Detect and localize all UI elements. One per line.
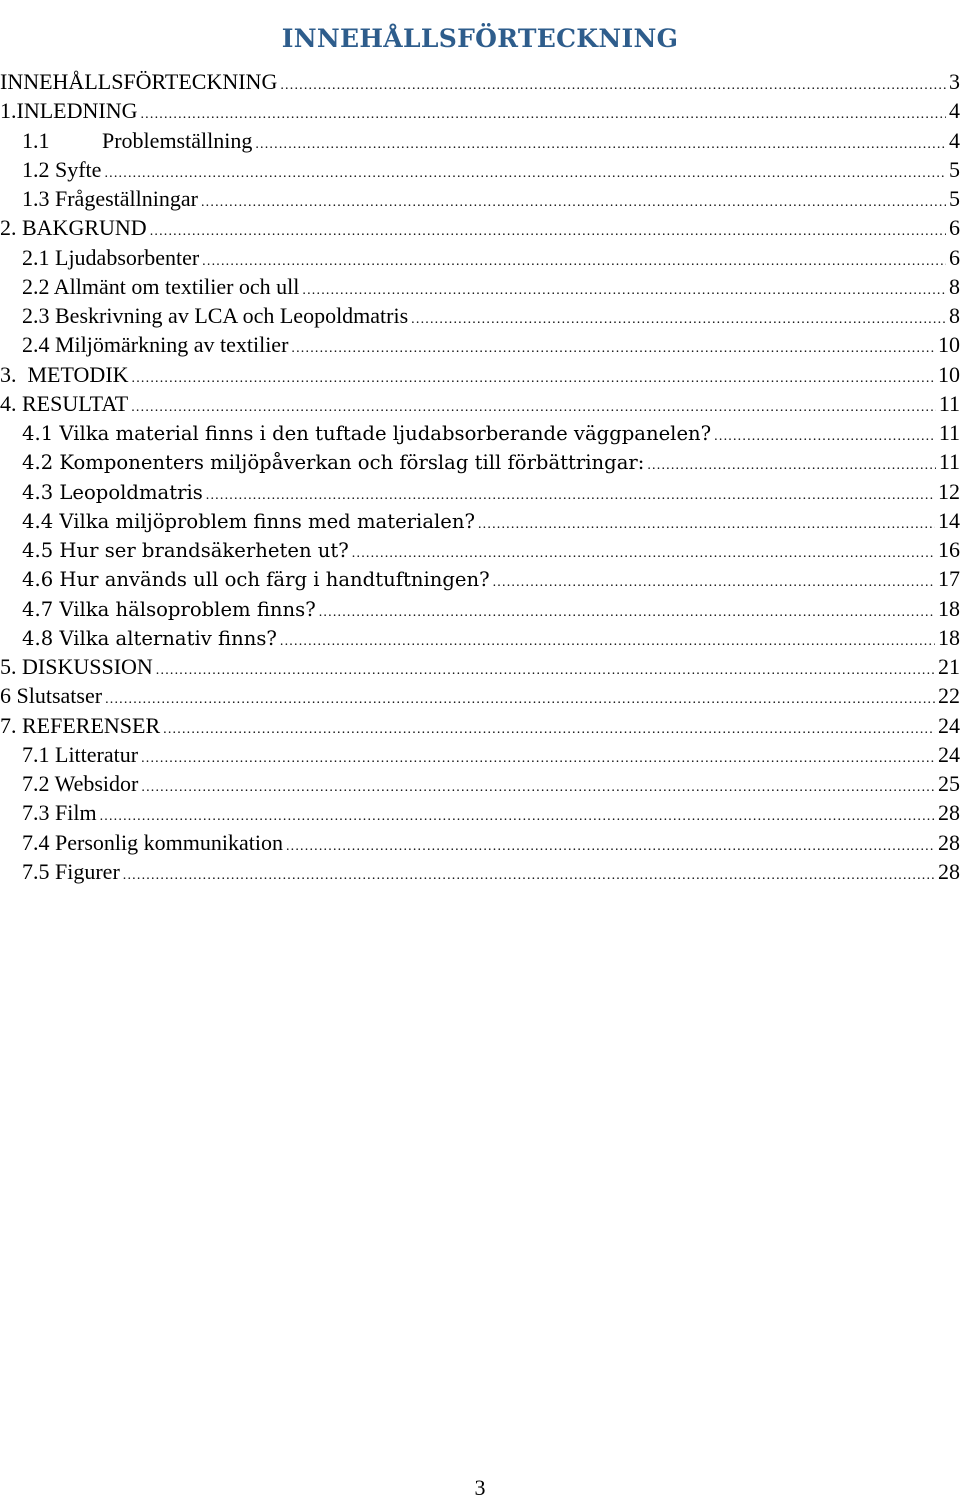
toc-entry-diskussion[interactable] — [0, 652, 960, 681]
toc-entry-page: 4 — [949, 127, 960, 153]
toc-entry-title: 4.8 Vilka alternativ finns? — [22, 626, 277, 650]
toc-entry-bakgrund[interactable] — [0, 213, 960, 242]
toc-entry-title: 7.1 Litteratur — [22, 741, 139, 767]
toc-entry-title: 2.2 Allmänt om textilier och ull — [22, 273, 300, 299]
toc-leader — [647, 451, 935, 480]
toc-entry-title — [22, 126, 252, 155]
toc-entry-title: 6 Slutsatser — [0, 683, 103, 709]
toc-entry-page: 6 — [949, 244, 960, 270]
toc-entry-page: 22 — [938, 683, 960, 709]
toc-leader — [352, 539, 935, 568]
toc-entry-title: 2.1 Ljudabsorbenter — [22, 244, 200, 270]
toc-entry-title: 4.2 Komponenters miljöpåverkan och förslag till förbättringar: — [22, 451, 645, 475]
toc-entry-innehallsforteckning[interactable] — [0, 67, 960, 96]
toc-entry-page: 17 — [938, 566, 960, 592]
toc-entry-slutsatser[interactable] — [0, 681, 960, 710]
toc-leader — [104, 159, 946, 188]
toc-entry-page: 24 — [938, 712, 960, 738]
toc-entry-ull-och-farg[interactable] — [0, 564, 960, 593]
toc-entry-lca-leopoldmatris[interactable] — [0, 301, 960, 330]
toc-entry-websidor[interactable] — [0, 769, 960, 798]
toc-entry-vilka-material[interactable] — [0, 418, 960, 447]
toc-leader — [105, 685, 935, 714]
toc-leader — [141, 773, 935, 802]
toc-entry-inledning[interactable] — [0, 96, 960, 125]
toc-entry-title: 1.INLEDNING — [0, 98, 138, 124]
toc-entry-brandsakerheten[interactable] — [0, 535, 960, 564]
toc-leader — [201, 188, 946, 217]
toc-entry-page: 28 — [938, 829, 960, 855]
toc-entry-page: 8 — [949, 273, 960, 299]
toc-entry-page: 6 — [949, 215, 960, 241]
toc-entry-figurer[interactable] — [0, 857, 960, 886]
toc-leader — [478, 510, 935, 539]
toc-entry-page: 25 — [938, 771, 960, 796]
toc-entry-leopoldmatris[interactable] — [0, 477, 960, 506]
toc-leader — [493, 568, 935, 597]
toc-list — [0, 67, 960, 886]
toc-entry-allmant-om-textilier[interactable] — [0, 272, 960, 301]
toc-entry-syfte[interactable] — [0, 155, 960, 184]
toc-entry-resultat[interactable] — [0, 389, 960, 418]
toc-leader — [280, 627, 935, 656]
toc-entry-page: 10 — [938, 361, 960, 387]
toc-entry-film[interactable] — [0, 798, 960, 827]
toc-entry-ljudabsorbenter[interactable] — [0, 243, 960, 272]
toc-entry-title: 4.5 Hur ser brandsäkerheten ut? — [22, 539, 349, 562]
toc-entry-page: 12 — [938, 478, 960, 504]
toc-entry-miljomarkning[interactable] — [0, 330, 960, 359]
toc-entry-page: 3 — [949, 69, 960, 94]
toc-entry-title-text: Problemställning — [102, 127, 253, 153]
toc-entry-problemstallning[interactable] — [0, 126, 960, 155]
toc-entry-page: 5 — [949, 156, 960, 182]
toc-entry-page: 11 — [938, 390, 960, 416]
toc-entry-title: 4.1 Vilka material finns i den tuftade ljudabsorberande väggpanelen? — [22, 422, 712, 445]
toc-entry-komponenters-miljopaverkan[interactable] — [0, 447, 960, 476]
toc-entry-title: INNEHÅLLSFÖRTECKNING — [0, 69, 278, 94]
toc-leader — [255, 130, 946, 159]
toc-leader — [280, 71, 946, 100]
toc-entry-title: 2. BAKGRUND — [0, 215, 147, 241]
toc-leader — [132, 364, 935, 393]
toc-entry-page: 16 — [938, 537, 960, 562]
toc-leader — [156, 656, 935, 685]
toc-entry-page: 18 — [938, 624, 960, 650]
toc-leader — [206, 481, 935, 510]
toc-leader — [163, 715, 935, 744]
toc-entry-litteratur[interactable] — [0, 740, 960, 769]
toc-entry-page: 18 — [938, 595, 960, 621]
toc-leader — [150, 217, 946, 246]
toc-entry-title: 1.3 Frågeställningar — [22, 186, 198, 211]
toc-leader — [140, 100, 946, 129]
toc-entry-title: 2.4 Miljömärkning av textilier — [22, 332, 289, 358]
toc-entry-page: 28 — [938, 800, 960, 826]
toc-entry-title: 7.5 Figurer — [22, 858, 120, 884]
toc-entry-title: 7.2 Websidor — [22, 771, 139, 796]
toc-entry-title: 4. RESULTAT — [0, 390, 129, 416]
toc-entry-page: 28 — [938, 858, 960, 884]
toc-entry-alternativ[interactable] — [0, 623, 960, 652]
toc-entry-fragestallningar[interactable] — [0, 184, 960, 213]
toc-entry-title: 2.3 Beskrivning av LCA och Leopoldmatris — [22, 303, 409, 328]
toc-entry-page: 8 — [949, 303, 960, 328]
toc-entry-page: 11 — [938, 420, 960, 445]
toc-heading: INNEHÅLLSFÖRTECKNING — [281, 23, 679, 53]
toc-entry-title: 3. METODIK — [0, 361, 129, 387]
toc-leader — [123, 861, 935, 890]
toc-leader — [141, 744, 935, 773]
toc-entry-miljoproblem[interactable] — [0, 506, 960, 535]
toc-entry-page: 5 — [949, 186, 960, 211]
toc-entry-metodik[interactable] — [0, 360, 960, 389]
toc-leader — [411, 305, 946, 334]
toc-entry-page: 4 — [949, 98, 960, 124]
toc-leader — [131, 393, 936, 422]
toc-leader — [714, 422, 936, 451]
toc-entry-page: 14 — [938, 507, 960, 533]
toc-entry-title: 4.7 Vilka hälsoproblem finns? — [22, 597, 316, 621]
toc-entry-page: 24 — [938, 741, 960, 767]
toc-entry-halsoproblem[interactable] — [0, 594, 960, 623]
toc-leader — [291, 334, 935, 363]
toc-entry-page: 10 — [938, 332, 960, 358]
toc-entry-page: 21 — [938, 654, 960, 679]
toc-entry-referenser[interactable] — [0, 711, 960, 740]
toc-leader — [202, 247, 946, 276]
toc-entry-title: 4.3 Leopoldmatris — [22, 480, 203, 504]
toc-entry-page: 11 — [938, 449, 960, 475]
toc-leader — [286, 832, 935, 861]
toc-entry-title: 7.4 Personlig kommunikation — [22, 829, 283, 855]
toc-entry-title: 7. REFERENSER — [0, 712, 161, 738]
toc-entry-title: 7.3 Film — [22, 800, 97, 826]
toc-entry-title: 5. DISKUSSION — [0, 654, 153, 679]
toc-entry-title: 1.2 Syfte — [22, 156, 102, 182]
toc-entry-title: 4.6 Hur används ull och färg i handtuftningen? — [22, 568, 490, 592]
toc-leader — [319, 598, 935, 627]
toc-entry-title: 4.4 Vilka miljöproblem finns med materialen? — [22, 509, 475, 533]
toc-entry-number: 1.1 — [22, 127, 50, 153]
page-number: 3 — [474, 1475, 486, 1500]
toc-entry-personlig-kommunikation[interactable] — [0, 828, 960, 857]
